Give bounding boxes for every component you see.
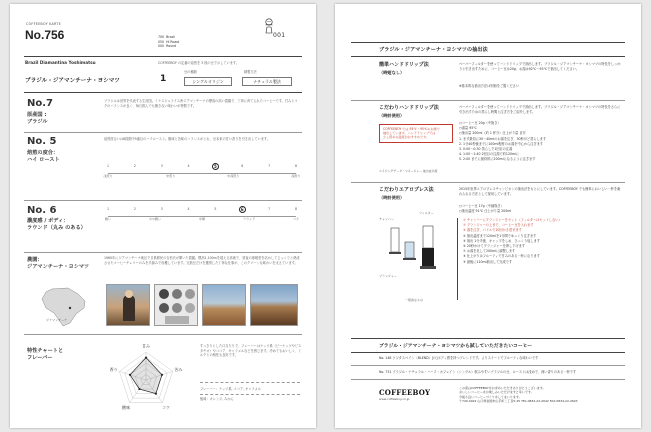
karte-page-front: [10, 4, 316, 428]
aeropress-sub: （時計使用）: [379, 195, 405, 200]
divider: [24, 132, 302, 133]
karte-icon-number: 001: [273, 32, 286, 39]
step-item: ④ 抽出温度まで120mlを1分間でゆっくり注ぎます: [463, 233, 537, 238]
step-item: ⑦ お湯を足して200mlに調整します: [463, 249, 516, 254]
list-item: ○抽出量 200ml（約 1 杯分）仕上がり量 目安: [459, 131, 526, 136]
equip-label: フィルター: [419, 211, 434, 215]
scale-selected: 5: [212, 163, 219, 170]
divider: [24, 92, 302, 93]
process-value: ナチュラル製法: [242, 77, 292, 86]
table-header: 豆の種類: [184, 70, 197, 74]
step-item: ⑧ 仕上がりはフルーティで甘みのある一杯になります: [463, 254, 540, 259]
divider: [200, 394, 300, 395]
equip-label: プランジャー: [379, 274, 397, 278]
code-row: [158, 44, 179, 49]
radar-point: [161, 374, 163, 376]
coffee-title-jp: ブラジル・ジアマンチーナ・ヨシマツ: [25, 78, 120, 84]
red-note-line: COFFEEBOY では 93℃〜95℃のお湯で: [383, 127, 440, 131]
scale-tick: 7: [268, 207, 271, 211]
code-name: Brazil: [166, 35, 176, 39]
origin-label-line: 原産国 :: [27, 112, 47, 118]
pro-drip-intro: ペーパーフィルターを使ってハンドドリップで抽出します。ブラジル・ジアマンチーナ・ヨシマツの特長をさらに引き出すための蒸らし時間と注ぎ方をご紹介します。: [459, 105, 621, 114]
radar-label: 酸味: [122, 405, 131, 411]
code-name: Round: [166, 44, 177, 49]
step-item: ⑨ 最後に110ml抽出して完成です: [463, 259, 513, 264]
scale-label: 中間: [198, 217, 205, 221]
equip-label: チャンバー: [379, 217, 394, 221]
scale-label: 深煎り: [291, 174, 301, 178]
scale-label: 軽い: [104, 217, 111, 221]
red-note-line: 抽出しています。ハンドドリップでは: [383, 131, 436, 136]
easy-drip-title: 簡単ハンドドリップ法: [379, 62, 429, 68]
red-note-line: 少し低めの温度がおすすめです。: [383, 135, 430, 140]
scale-label: 中煎り: [166, 174, 176, 178]
pro-drip-sub: （時計使用）: [379, 113, 405, 118]
list-item: ○抽出温度 91℃ 仕上がり量 200ml: [459, 209, 512, 214]
divider: [351, 42, 625, 43]
list-item: 1. まず最初に30〜40mlのお湯を注ぎ、30秒ほど蒸らします: [459, 136, 547, 141]
divider: [351, 379, 625, 380]
scale-tick: 2: [133, 207, 136, 211]
recommend-title: ブラジル・ジアマンチーナ・ヨシマツから試していただきたいコーヒー: [379, 344, 533, 349]
code-value: 000: [158, 44, 165, 49]
radar-label: 苦み: [174, 366, 183, 372]
roast-number: No. 5: [27, 136, 57, 147]
scale-label: やや軽い: [148, 217, 161, 221]
divider: [351, 352, 625, 353]
table-header: 精製方法: [244, 70, 257, 74]
scale-tick: 5: [214, 207, 217, 211]
divider: [351, 365, 625, 366]
farmer-photo: [106, 284, 150, 326]
list-item: 5. 2:00 までに最終的に200mlになるように注ぎます: [459, 157, 536, 162]
flavor-radar-chart: [104, 338, 188, 418]
step-item: ② プランジャーの上まで、コーヒー豆を入れます: [463, 223, 534, 228]
divider: [351, 182, 625, 183]
roast-scale: [104, 164, 304, 176]
radar-label: コク: [161, 405, 170, 411]
divider: [351, 100, 625, 101]
karte-label: COFFEEBOY KARTE: [26, 22, 61, 26]
step-bracket: [457, 218, 461, 300]
flavor-line-2: 後味：オレンジ, みかん: [200, 397, 234, 401]
code-value: 050: [158, 39, 165, 44]
step-item: ① チャンバーにプランジャーをセット（フィルターはセットしない）: [463, 218, 562, 222]
farm-label: [27, 257, 89, 271]
step-item: ③ 湯を注ぎ、パドルで10回かき混ぜます: [463, 228, 522, 233]
farm-value: ジアマンチーナ・ヨシマツ: [27, 264, 90, 270]
list-item: 3. 0:00〜0:30 蒸らしで1回目の注湯: [459, 147, 513, 152]
list-item: 4. 1:00〜1:40 2回目の注湯で約120mlに: [459, 152, 520, 157]
beans-photo: [154, 284, 198, 326]
body-label-line: 濃度感 / ボディ：: [27, 218, 69, 224]
farm-label-line: 農園：: [27, 257, 43, 263]
scale-tick: 3: [160, 207, 163, 211]
pro-drip-heading: [379, 105, 439, 119]
list-item: 2. 1分40秒後までに100ml程度のお湯を中心から注ぎます: [459, 141, 543, 146]
code-value: 700: [158, 35, 165, 39]
divider: [351, 338, 625, 339]
aeropress-list: [459, 204, 623, 214]
aeropress-body: 2015年世界エアロプレスチャンピオンの抽出法をもとにしています。COFFEEBOY でも簡単においしい一杯を淹れられる方法として採用しています。: [459, 187, 621, 196]
scale-tick: 8: [294, 207, 298, 211]
scale-label: 浅煎り: [103, 174, 113, 178]
bean-type-value: シングルオリジン: [184, 77, 232, 86]
roast-note: COFFEEBOY の定番の焙煎を 3 段の豆で示しています。: [158, 61, 240, 65]
footer-line: 今後も良いコーヒーづくりをしてまいります。: [459, 394, 522, 399]
recommend-item: No. 731 ブラジル・ナチュラル・ハーフ・カフェイン（シングル）飲みやすいブラジルの豆、ローストは浅めで、深い香りのある一杯です: [379, 370, 577, 374]
divider: [24, 200, 302, 201]
footer-line: 〒740-0022 山口県岩国市山手町二丁目5-25 TEL:0834-22-2642 FAX:0834-22-2643: [459, 399, 578, 404]
scale-selected: 6: [239, 206, 246, 213]
scale-label: ラウンド: [242, 217, 255, 221]
coffeeboy-logo: COFFEEBOY: [379, 388, 431, 397]
footer-line: この度はCOFFEEBOYをお求めいただきありがとうございます。: [459, 386, 546, 390]
radar-series: [130, 358, 162, 394]
flavor-line-1: フレーバー：ナッツ系, ココア, キャラメル: [200, 387, 261, 391]
scale-line: [108, 173, 296, 174]
pro-drip-title: こだわりハンドドリップ法: [379, 105, 439, 111]
chart-label-line: フレーバー: [27, 355, 53, 361]
chart-label-line: 特性チャートと: [27, 348, 64, 354]
equip-label: 一般的なもの: [405, 298, 424, 302]
aeropress-steps: [463, 218, 625, 265]
brand-name: Brazil Diamantina Yoshimatsu: [25, 60, 96, 65]
scale-tick: 4: [187, 164, 190, 168]
roast-body: 焙煎度合いは8段階中5番目のハイロースト。酸味と苦味のバランスがとれ、豆本来の甘い香りを引き出しています。: [104, 137, 271, 141]
easy-drip-body: ペーパーフィルターを使ってハンドドリップで抽出します。ブラジル・ジアマンチーナ・ヨシマツの特長をしっかりと引き出すために、コーヒー豆は20g、お湯は92℃〜93℃で抽出してください。: [459, 62, 621, 71]
aeropress-title: こだわりエアロプレス法: [379, 187, 434, 193]
farm-landscape-photo: [250, 284, 298, 326]
origin-value: ブラジル: [27, 119, 48, 125]
easy-drip-sub: （時短なし）: [379, 70, 405, 75]
scale-tick: 7: [268, 164, 271, 168]
origin-label: [27, 112, 48, 126]
karte-number: No.756: [25, 28, 65, 42]
scale-label: 中深煎り: [227, 174, 240, 178]
divider: [351, 56, 625, 57]
karte-page-back: [335, 4, 641, 428]
farm-body: 1960年にジアマンチーナ地区で日系移民の吉松氏が開いた農園。標高1,100mを超える高地で、昼夜の寒暖差を活かしてじっくりと熟成させたコーヒーチェリーのみを手摘みで収穫しています。完熟豆だけを選別した丁寧な仕事が、このクリーンな味わいを支えています。: [104, 256, 300, 265]
easy-drip-heading: [379, 62, 429, 76]
body-label: [27, 218, 86, 232]
divider: [24, 334, 302, 335]
scale-tick: 6: [241, 164, 244, 168]
radar-label: 甘み: [142, 343, 150, 349]
easy-drip-note: ※基本的な抽出方法は別冊をご覧ください: [459, 84, 520, 88]
body-value: ラウンド（丸み のある）: [27, 225, 86, 231]
roast-value: ハイ ロースト: [27, 157, 60, 163]
brew-title: ブラジル・ジアマンチーナ・ヨシマツの抽出法: [379, 47, 488, 53]
rank-number: 1: [160, 74, 167, 84]
scale-tick: 1: [106, 164, 110, 168]
radar-label: 香り: [109, 366, 118, 372]
scale-tick: 8: [294, 164, 298, 168]
footer-text: [459, 386, 625, 404]
step-item: ⑥ 20秒かけてプランジャーを押し下げます: [463, 244, 525, 249]
roast-label: [27, 150, 60, 164]
map-caption: ジアマンチーナ: [46, 318, 68, 322]
origin-body: ブラジルは世界を代表する生産国。ミナスジェライス州ジアマンチーナの標高の高い農園で、丁寧に育てられたコーヒーです。甘みとコクのバランスが良く、毎日飲んでも飽きない味わいが特徴です。: [104, 99, 298, 108]
scale-label: コク: [292, 217, 299, 221]
roast-label-line: 焙煎の度合：: [27, 150, 59, 156]
list-item: ○コーヒー豆 20g（中挽き）: [459, 121, 501, 125]
recommend-item: No. 148 ツジタスペイン（BLEND）[の]ボディ感を持つブレンドです。よりスイートでフルーティな味わいです: [379, 356, 539, 360]
radar-svg: [104, 338, 188, 418]
scale-tick: 3: [160, 164, 163, 168]
step-item: ⑤ 抽出 1分半後、キャップをしめ、ひっくり返します: [463, 238, 540, 243]
aeropress-illustration-icon: [387, 224, 451, 272]
divider: [24, 56, 302, 57]
divider: [200, 382, 300, 383]
list-item: ○湯量 95℃: [459, 126, 477, 131]
pro-drip-list: [459, 121, 623, 163]
code-name: Hi Roast: [166, 39, 180, 44]
scale-tick: 2: [133, 164, 136, 168]
site-url: www.coffeeboy.co.jp: [379, 397, 410, 401]
scale-tick: 4: [187, 207, 190, 211]
divider: [24, 252, 302, 253]
list-item: ○コーヒー豆 17g（中細挽き）: [459, 204, 504, 208]
farm-field-photo: [202, 284, 246, 326]
body-scale: [104, 207, 304, 219]
aeropress-heading: [379, 187, 434, 201]
radar-point: [145, 357, 147, 359]
radar-point: [155, 392, 157, 394]
radar-point: [138, 388, 140, 390]
code-list: [158, 35, 179, 49]
flavor-body: すっきりとした口当たりで、フレーバーはナッツ系（ピーナッツやピスタチオ）やココア、キャラメルなどを感じます。冷めてもおいしく、ミルクとの相性も良好です。: [200, 344, 302, 358]
scale-line: [108, 216, 296, 217]
red-note-box: [379, 124, 453, 143]
radar-point: [129, 374, 131, 376]
footer-line: おいしいコーヒーをお楽しみいただけますと幸いです。: [459, 390, 534, 395]
body-number: No. 6: [27, 205, 57, 216]
pro-drip-sub-label: エイジングデータ・マネージャー 抽出成功度: [379, 169, 438, 173]
scale-tick: 1: [106, 207, 110, 211]
chart-label: [27, 348, 63, 362]
origin-number: No.7: [27, 98, 53, 109]
